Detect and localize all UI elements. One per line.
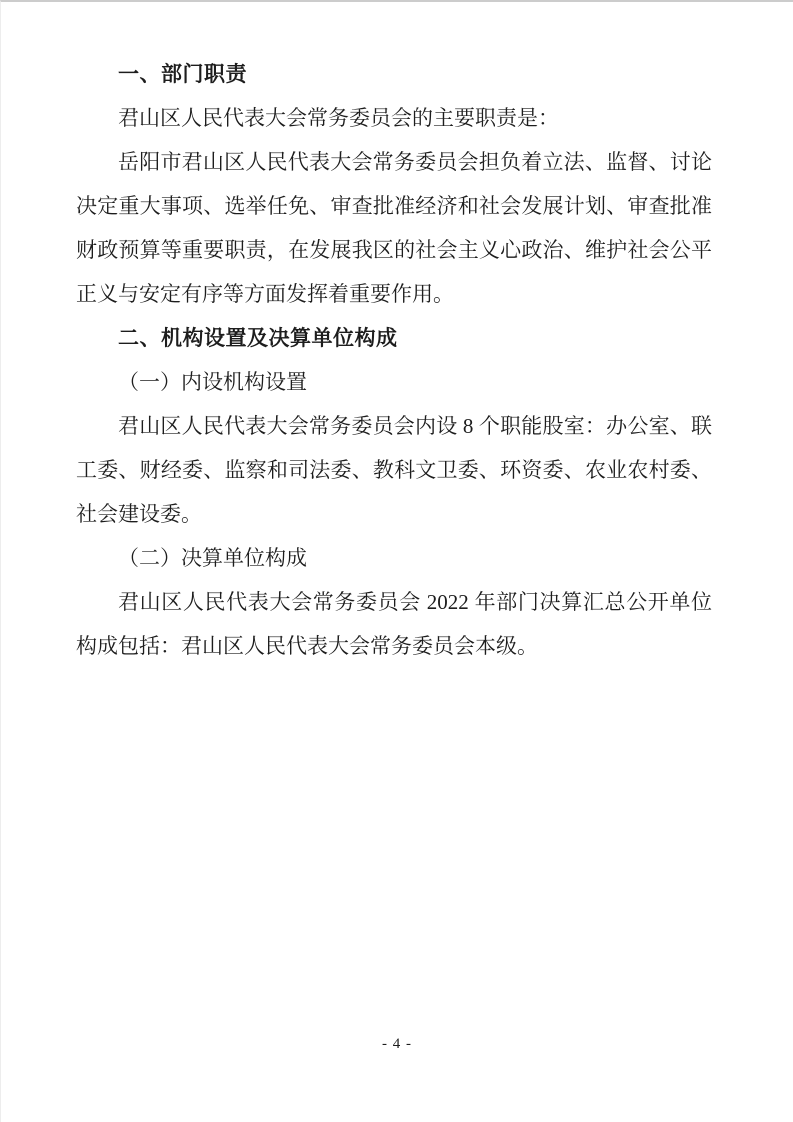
page-number: - 4 - — [382, 1036, 412, 1052]
paragraph-internal-org-detail: 君山区人民代表大会常务委员会内设 8 个职能股室：办公室、联工委、财经委、监察和司法委、教科文卫委、环资委、农业农村委、社会建设委。 — [76, 414, 712, 526]
document-body — [76, 52, 712, 668]
section-heading-department-duties: 一、部门职责 — [118, 62, 247, 86]
section-heading-org-structure: 二、机构设置及决算单位构成 — [118, 326, 398, 350]
paragraph-duties-intro: 君山区人民代表大会常务委员会的主要职责是： — [118, 106, 559, 130]
subheading-final-accounts-units: （二）决算单位构成 — [118, 546, 307, 570]
paragraph-duties-detail: 岳阳市君山区人民代表大会常务委员会担负着立法、监督、讨论决定重大事项、选举任免、审查批准经济和社会发展计划、审查批准财政预算等重要职责，在发展我区的社会主义心政治、维护社会公平正义与安定有序等方面发挥着重要作用。 — [76, 150, 712, 306]
subheading-internal-org: （一）内设机构设置 — [118, 370, 307, 394]
paragraph-final-accounts-units-detail: 君山区人民代表大会常务委员会 2022 年部门决算汇总公开单位构成包括：君山区人民代表大会常务委员会本级。 — [76, 590, 712, 658]
